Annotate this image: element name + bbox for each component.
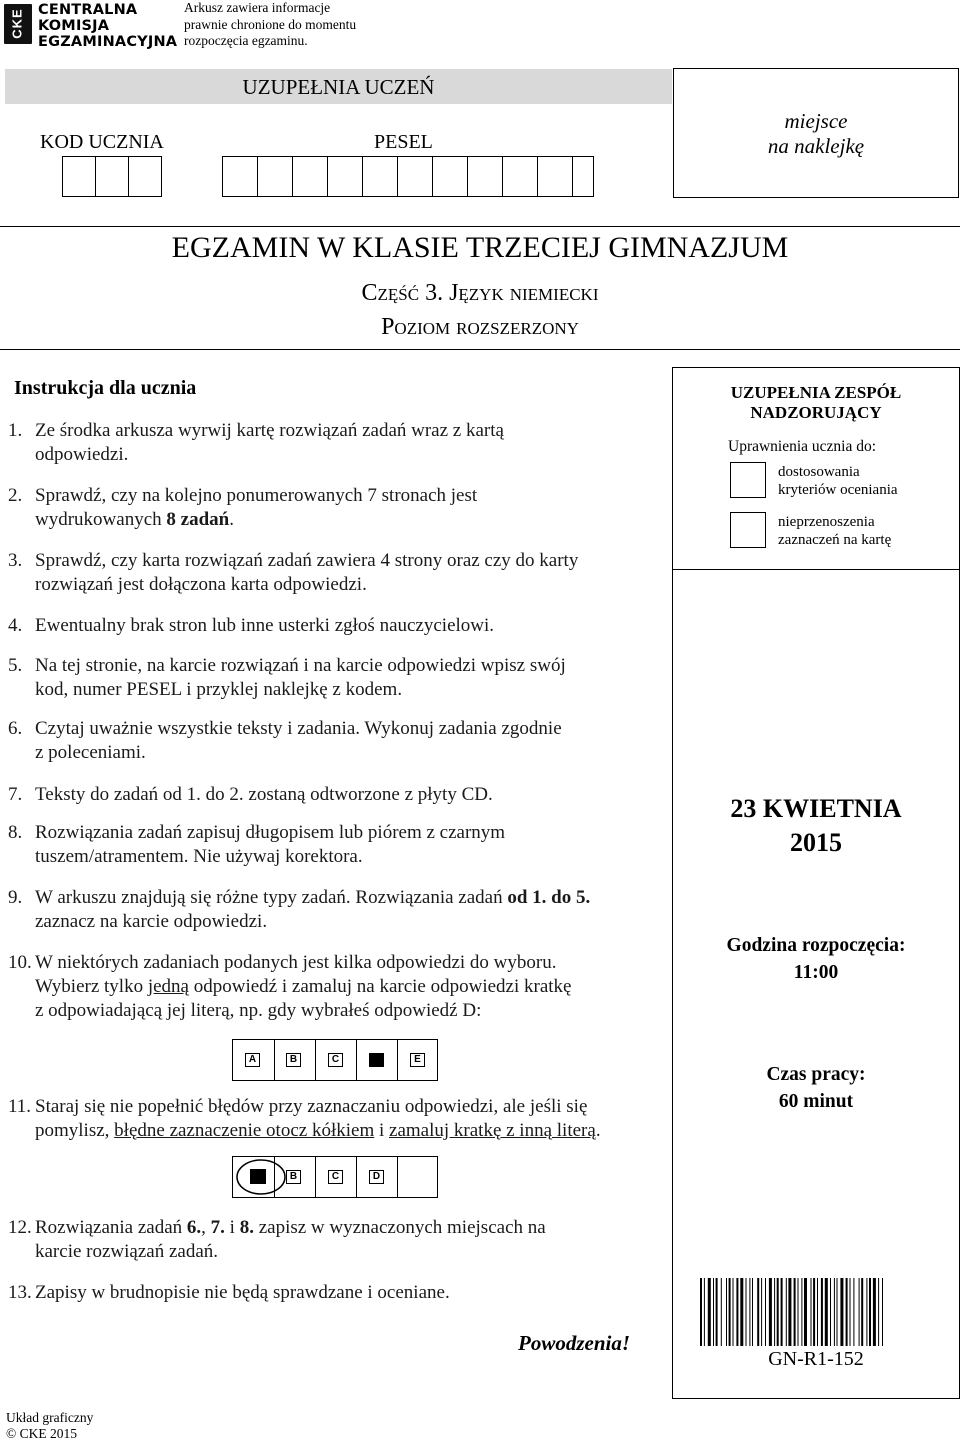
divider-top [0,226,960,227]
option-box-filled [369,1053,384,1067]
exam-level: Poziom rozszerzony [381,314,579,340]
answer-example-corrected [232,1156,438,1198]
instruction-item: 8. Rozwiązania zadań zapisuj długopisem lub piórem z czarnym tuszem/atramentem. Nie używaj korektora. [8,822,506,867]
student-code-cell[interactable] [95,156,129,197]
instruction-item: 3. Sprawdź, czy karta rozwiązań zadań zawiera 4 strony oraz czy do karty rozwiązań jest dołączona karta odpowiedzi. [8,550,579,595]
no-transfer-label: nieprzenoszenia zaznaczeń na kartę [778,514,892,548]
no-transfer-checkbox[interactable] [730,512,766,548]
instruction-item: 1. Ze środka arkusza wyrwij kartę rozwiązań zadań wraz z kartą odpowiedzi. [8,420,504,465]
instruction-item: 10. W niektórych zadaniach podanych jest kilka odpowiedzi do wyboru. Wybierz tylko jedną odpowiedź i zamaluj na karcie odpowiedzi kratkę z odpowiadającą jej literą, np. gdy wybrałeś odpowiedź D: [8,952,572,1021]
supervisors-heading: UZUPEŁNIA ZESPÓŁ NADZORUJĄCY [730,383,902,422]
pesel-cell[interactable] [362,156,398,197]
pesel-cell[interactable] [502,156,538,197]
instruction-item: 5. Na tej stronie, na karcie rozwiązań i na karcie odpowiedzi wpisz swój kod, numer PESEL i przyklej naklejkę z kodem. [8,655,566,700]
student-band-title: UZUPEŁNIA UCZEŃ [242,75,435,99]
pesel-cell[interactable] [397,156,433,197]
closing-text: Powodzenia! [518,1331,631,1355]
separator [315,1157,316,1197]
sticker-area: miejsce na naklejkę [673,68,959,198]
pesel-cell[interactable] [257,156,293,197]
separator [274,1157,275,1197]
exam-code: GN-R1-152 [768,1348,864,1370]
pesel-cell[interactable] [292,156,328,197]
footer: Układ graficzny © CKE 2015 [6,1410,94,1441]
exam-part: Część 3. Język niemiecki [361,280,599,306]
option-box: A [245,1053,260,1067]
separator [356,1157,357,1197]
right-panel-divider [672,569,960,570]
instruction-item: 2. Sprawdź, czy na kolejno ponumerowanych 7 stronach jest wydrukowanych 8 zadań. [8,485,478,530]
pesel-cell[interactable] [327,156,363,197]
pesel-cell[interactable] [222,156,258,197]
instruction-item: 12. Rozwiązania zadań 6., 7. i 8. zapisz w wyznaczonych miejscach na karcie rozwiązań zadań. [8,1217,546,1262]
start-time: Godzina rozpoczęcia: 11:00 [726,935,906,983]
answer-example-correct [232,1039,438,1081]
option-box: C [328,1170,343,1184]
option-box: D [369,1170,384,1184]
instructions-heading: Instrukcja dla ucznia [14,377,197,399]
instruction-item: 9. W arkuszu znajdują się różne typy zadań. Rozwiązania zadań od 1. do 5. zaznacz na karcie odpowiedzi. [8,887,591,932]
pesel-cell[interactable] [432,156,468,197]
separator [315,1040,316,1080]
instruction-item: 7. Teksty do zadań od 1. do 2. zostaną odtworzone z płyty CD. [8,784,493,805]
option-box: B [286,1053,301,1067]
exam-title: EGZAMIN W KLASIE TRZECIEJ GIMNAZJUM [171,231,789,264]
separator [356,1040,357,1080]
duration: Czas pracy: 60 minut [766,1064,866,1112]
option-box: E [410,1053,425,1067]
divider-title [0,349,960,350]
instruction-item: 4. Ewentualny brak stron lub inne usterki zgłoś nauczycielowi. [8,615,495,636]
confidentiality-note: Arkusz zawiera informacje prawnie chronione do momentu rozpoczęcia egzaminu. [184,0,357,48]
cke-logo-mark: CKE [4,4,32,44]
supervisors-subheading: Uprawnienia ucznia do: [728,438,877,455]
option-box: B [286,1170,301,1184]
student-code-cell[interactable] [62,156,96,197]
pesel-cell[interactable] [537,156,573,197]
instruction-item: 6. Czytaj uważnie wszystkie teksty i zadania. Wykonuj zadania zgodnie z poleceniami. [8,718,562,763]
option-box: C [328,1053,343,1067]
pesel-cell[interactable] [572,156,594,197]
adjusted-criteria-label: dostosowania kryteriów oceniania [778,464,898,498]
separator [397,1040,398,1080]
exam-date: 23 KWIETNIA 2015 [730,794,902,857]
pesel-label: PESEL [374,131,433,153]
cke-logo-text: CENTRALNA KOMISJA EGZAMINACYJNA [38,2,178,50]
instruction-item: 13. Zapisy w brudnopisie nie będą sprawdzane i oceniane. [8,1282,450,1303]
separator [274,1040,275,1080]
adjusted-criteria-checkbox[interactable] [730,462,766,498]
pesel-cell[interactable] [467,156,503,197]
student-code-label: KOD UCZNIA [40,131,164,153]
barcode [700,1278,944,1346]
instruction-item: 11. Staraj się nie popełnić błędów przy zaznaczaniu odpowiedzi, ale jeśli się pomylisz, błędne zaznaczenie otocz kółkiem i zamaluj kratkę z inną literą. [8,1096,601,1141]
student-code-cell[interactable] [128,156,162,197]
separator [397,1157,398,1197]
